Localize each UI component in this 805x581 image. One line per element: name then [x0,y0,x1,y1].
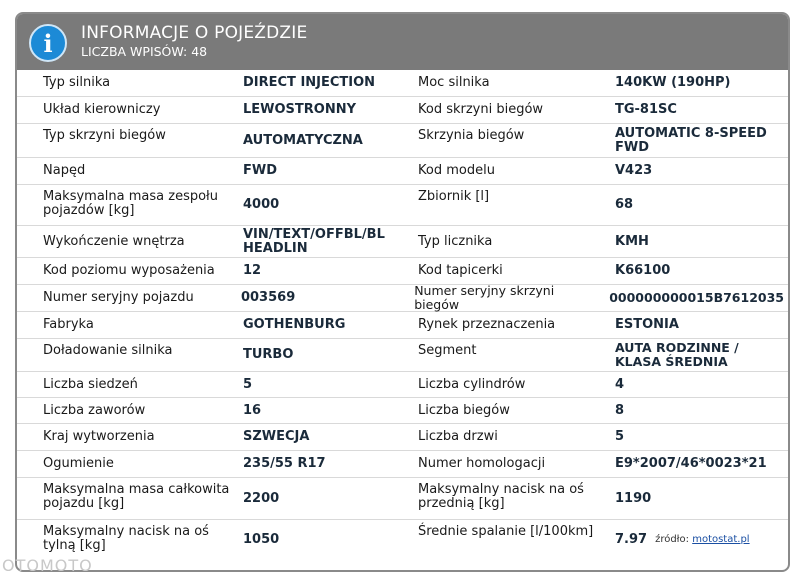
spec-label: Liczba biegów [418,402,510,418]
spec-value: 16 [243,402,262,418]
spec-value: E9*2007/46*0023*21 [615,456,767,471]
source-prefix: źródło: [655,534,690,545]
spec-label: Liczba drzwi [418,429,498,444]
spec-value: 000000000015B7612035 [609,290,784,305]
spec-value: 1050 [243,532,280,547]
spec-label: Maksymalna masa całkowita pojazdu [kg] [43,482,230,511]
table-row [17,339,788,372]
spec-label: Liczba siedzeń [43,376,138,392]
spec-value: TG-81SC [615,102,677,117]
table-row [17,451,788,478]
spec-label: Wykończenie wnętrza [43,233,185,249]
watermark: OTOMOTO [2,556,93,575]
spec-value: 2200 [243,490,280,506]
spec-label: Liczba zaworów [43,402,146,418]
panel-header [17,14,788,70]
spec-value: 8 [615,402,625,418]
table-row [17,226,788,258]
spec-value: ESTONIA [615,317,679,332]
spec-value: 1190 [615,490,652,506]
spec-value: LEWOSTRONNY [243,102,357,117]
table-row [17,158,788,185]
table-row [17,285,788,312]
spec-value: VIN/TEXT/OFFBL/BL HEADLIN [243,226,385,256]
spec-value: K66100 [615,263,671,278]
spec-value: 12 [243,263,262,278]
spec-value: KMH [615,233,649,249]
spec-label: Zbiornik [l] [418,189,490,204]
spec-label: Ogumienie [43,456,114,471]
fuel-consumption-value: 7.97 [615,532,648,547]
source-note [655,533,750,547]
spec-label: Doładowanie silnika [43,343,173,358]
spec-value: AUTOMATYCZNA [243,132,363,148]
spec-label: Kod poziomu wyposażenia [43,263,215,278]
spec-label: Rynek przeznaczenia [418,317,556,332]
spec-value: 4000 [243,197,280,212]
spec-label: Napęd [43,163,86,178]
spec-label: Średnie spalanie [l/100km] [418,524,594,539]
vehicle-info-panel [15,12,790,572]
spec-label: Numer seryjny pojazdu [43,290,194,305]
spec-label: Segment [418,343,477,358]
table-row [17,372,788,398]
spec-value: 5 [243,376,253,392]
spec-label: Typ licznika [418,233,493,249]
spec-label: Typ skrzyni biegów [43,128,166,143]
spec-value: 4 [615,376,625,392]
table-row [17,97,788,124]
spec-label: Maksymalny nacisk na oś tylną [kg] [43,524,209,553]
table-row [17,70,788,97]
panel-title: INFORMACJE O POJEŹDZIE [81,23,308,43]
spec-label: Układ kierowniczy [43,102,161,117]
spec-value: V423 [615,163,653,178]
entries-count: LICZBA WPISÓW: 48 [81,44,208,59]
table-row [17,185,788,226]
spec-table [17,70,788,560]
table-row [17,478,788,520]
table-row [17,398,788,424]
spec-label: Liczba cylindrów [418,376,526,392]
spec-value: TURBO [243,347,294,362]
spec-value: 235/55 R17 [243,456,326,471]
spec-label: Fabryka [43,317,94,332]
spec-value: GOTHENBURG [243,317,346,332]
spec-label: Numer seryjny skrzyni biegów [414,283,555,312]
table-row [17,312,788,339]
spec-value: 5 [615,429,625,444]
spec-label: Skrzynia biegów [418,128,525,143]
spec-label: Moc silnika [418,75,490,90]
table-row [17,258,788,285]
spec-value: 68 [615,197,634,212]
spec-value: SZWECJA [243,429,310,444]
spec-label: Maksymalna masa zespołu pojazdów [kg] [43,189,218,218]
spec-label: Numer homologacji [418,456,546,471]
spec-value: 140KW (190HP) [615,75,731,90]
spec-label: Kod tapicerki [418,263,503,278]
spec-value: DIRECT INJECTION [243,75,376,90]
table-row [17,520,788,560]
table-row [17,424,788,451]
spec-label: Kraj wytworzenia [43,429,155,444]
spec-label: Typ silnika [43,75,111,90]
info-icon: i [29,24,67,62]
spec-label: Kod skrzyni biegów [418,102,544,117]
source-link[interactable]: motostat.pl [692,534,750,545]
table-row [17,124,788,158]
spec-label: Kod modelu [418,163,495,178]
spec-value: FWD [243,163,278,178]
spec-value [609,520,788,560]
spec-label: Maksymalny nacisk na oś przednią [kg] [418,482,584,511]
spec-value: AUTOMATIC 8-SPEED FWD [615,125,767,155]
spec-value: 003569 [240,290,296,305]
spec-value: AUTA RODZINNE / KLASA ŚREDNIA [615,340,739,369]
